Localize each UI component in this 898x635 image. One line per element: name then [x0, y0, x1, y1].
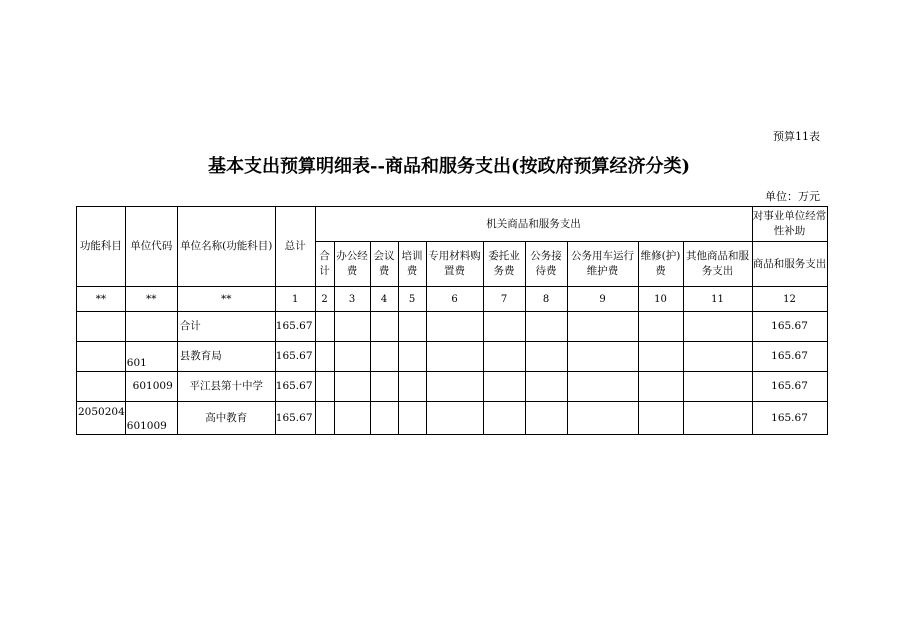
cell-empty	[683, 372, 752, 402]
cell-empty	[483, 342, 525, 372]
cell-code: 601009	[125, 402, 177, 435]
cell-empty	[525, 342, 567, 372]
index-code: **	[125, 287, 177, 312]
index-num: 9	[567, 287, 638, 312]
cell-empty	[638, 342, 683, 372]
header-col-entrusted: 委托业务费	[483, 242, 525, 287]
unit-label: 单位：万元	[765, 190, 820, 203]
cell-empty	[683, 402, 752, 435]
index-num: 12	[752, 287, 827, 312]
cell-func	[77, 342, 126, 372]
cell-empty	[370, 402, 398, 435]
index-row	[77, 287, 828, 312]
form-number: 预算11表	[773, 130, 820, 143]
cell-name: 高中教育	[177, 402, 275, 435]
cell-func	[77, 312, 126, 342]
header-col-vehicle: 公务用车运行维护费	[567, 242, 638, 287]
header-col-office: 办公经费	[334, 242, 370, 287]
index-num: 2	[315, 287, 334, 312]
cell-empty	[683, 312, 752, 342]
cell-empty	[525, 402, 567, 435]
cell-empty	[683, 342, 752, 372]
index-num: 1	[275, 287, 315, 312]
cell-empty	[334, 312, 370, 342]
cell-empty	[334, 342, 370, 372]
index-num: 3	[334, 287, 370, 312]
header-col-training: 培训费	[398, 242, 426, 287]
cell-empty	[370, 372, 398, 402]
cell-code: 601	[125, 342, 177, 372]
cell-empty	[638, 372, 683, 402]
header-func-subject: 功能科目	[77, 207, 126, 287]
cell-empty	[426, 342, 483, 372]
index-num: 4	[370, 287, 398, 312]
cell-empty	[398, 372, 426, 402]
cell-subsidy: 165.67	[752, 402, 827, 435]
header-unit-code: 单位代码	[125, 207, 177, 287]
table-row	[77, 312, 828, 342]
cell-empty	[370, 342, 398, 372]
table-row	[77, 372, 828, 402]
index-num: 11	[683, 287, 752, 312]
header-row-1	[77, 207, 828, 242]
header-group-subsidy: 对事业单位经常性补助	[752, 207, 827, 242]
cell-empty	[567, 372, 638, 402]
cell-total: 165.67	[275, 372, 315, 402]
index-func: **	[77, 287, 126, 312]
header-col-repair: 维修(护)费	[638, 242, 683, 287]
cell-empty	[398, 342, 426, 372]
cell-empty	[334, 372, 370, 402]
cell-empty	[426, 372, 483, 402]
cell-name: 县教育局	[177, 342, 275, 372]
cell-name: 合计	[177, 312, 275, 342]
cell-empty	[315, 372, 334, 402]
index-num: 6	[426, 287, 483, 312]
cell-subsidy: 165.67	[752, 342, 827, 372]
page-title: 基本支出预算明细表--商品和服务支出(按政府预算经济分类)	[208, 156, 690, 177]
cell-empty	[370, 312, 398, 342]
cell-empty	[483, 312, 525, 342]
cell-empty	[334, 402, 370, 435]
cell-code: 601009	[125, 372, 177, 402]
header-col-other: 其他商品和服务支出	[683, 242, 752, 287]
index-name: **	[177, 287, 275, 312]
cell-empty	[315, 342, 334, 372]
cell-empty	[525, 372, 567, 402]
cell-empty	[567, 342, 638, 372]
index-num: 5	[398, 287, 426, 312]
cell-empty	[315, 312, 334, 342]
budget-table	[76, 206, 828, 435]
cell-name: 平江县第十中学	[177, 372, 275, 402]
cell-empty	[398, 312, 426, 342]
header-unit-name: 单位名称(功能科目)	[177, 207, 275, 287]
header-col-materials: 专用材料购置费	[426, 242, 483, 287]
cell-func	[77, 372, 126, 402]
cell-total: 165.67	[275, 402, 315, 435]
cell-empty	[426, 312, 483, 342]
header-total: 总计	[275, 207, 315, 287]
cell-empty	[567, 312, 638, 342]
header-col-meeting: 会议费	[370, 242, 398, 287]
header-col-reception: 公务接待费	[525, 242, 567, 287]
index-num: 7	[483, 287, 525, 312]
cell-total: 165.67	[275, 312, 315, 342]
table-row	[77, 342, 828, 372]
header-col-heji: 合计	[315, 242, 334, 287]
cell-empty	[638, 312, 683, 342]
cell-empty	[483, 402, 525, 435]
cell-empty	[567, 402, 638, 435]
cell-empty	[426, 402, 483, 435]
header-group-org: 机关商品和服务支出	[315, 207, 752, 242]
cell-empty	[525, 312, 567, 342]
cell-empty	[638, 402, 683, 435]
cell-subsidy: 165.67	[752, 312, 827, 342]
cell-func: 2050204	[77, 402, 126, 435]
index-num: 8	[525, 287, 567, 312]
header-col-subsidy-goods: 商品和服务支出	[752, 242, 827, 287]
cell-code	[125, 312, 177, 342]
table-row	[77, 402, 828, 435]
cell-empty	[483, 372, 525, 402]
cell-subsidy: 165.67	[752, 372, 827, 402]
index-num: 10	[638, 287, 683, 312]
cell-total: 165.67	[275, 342, 315, 372]
cell-empty	[398, 402, 426, 435]
cell-empty	[315, 402, 334, 435]
